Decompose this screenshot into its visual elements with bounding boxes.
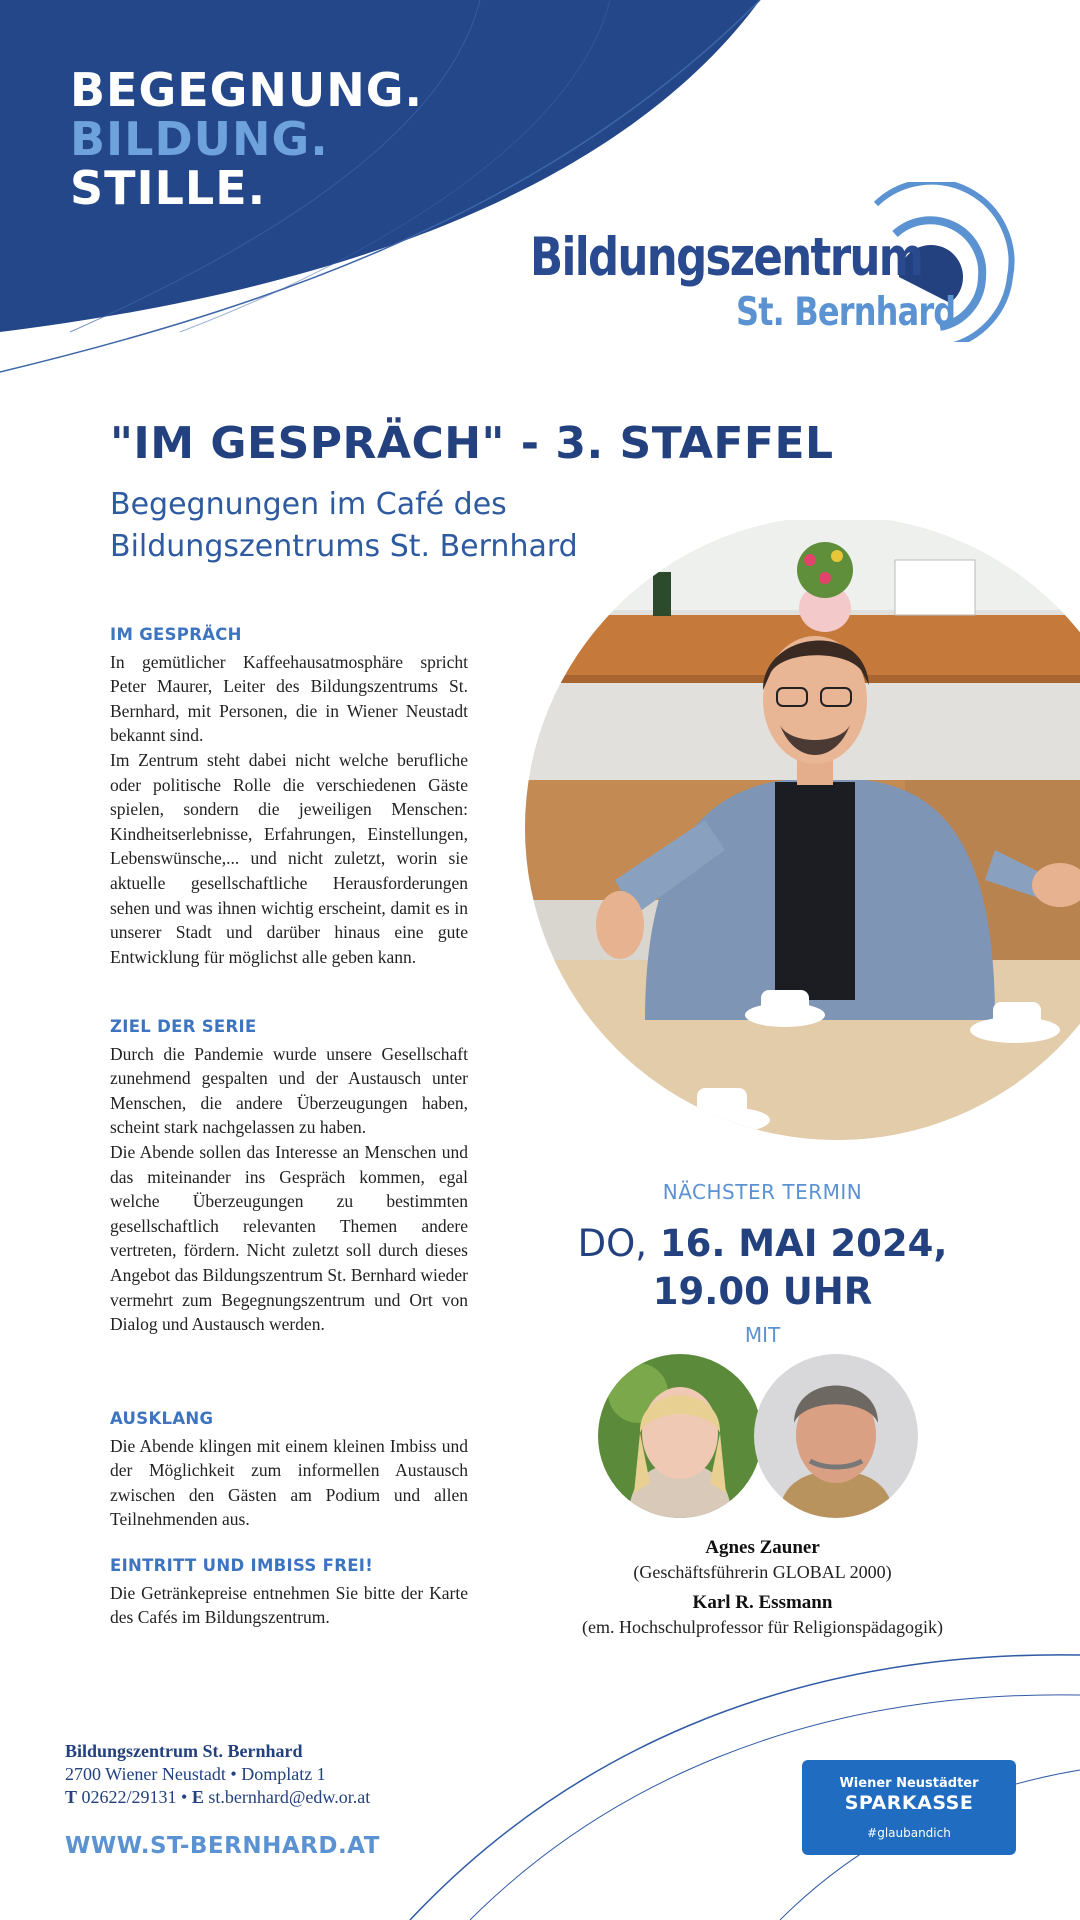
logo-text-sub: St. Bernhard xyxy=(736,290,956,335)
tagline xyxy=(70,63,424,215)
phone-label: T xyxy=(65,1787,78,1807)
event-date xyxy=(560,1220,965,1316)
guest-role: (em. Hochschulprofessor für Religionspädagogik) xyxy=(582,1617,943,1637)
subtitle-line-2: Bildungszentrums St. Bernhard xyxy=(110,529,578,564)
guest-photo-agnes xyxy=(598,1353,768,1520)
event-date-value: 16. MAI 2024, xyxy=(659,1222,948,1265)
phone-number[interactable]: 02622/29131 xyxy=(81,1787,177,1807)
with-label: MIT xyxy=(744,1323,781,1347)
section-im-gespraech xyxy=(110,623,468,969)
tagline-line-1: BEGEGNUNG. xyxy=(70,63,424,117)
next-date-label: NÄCHSTER TERMIN xyxy=(662,1180,863,1204)
contact-block xyxy=(65,1740,370,1809)
section-paragraph: Die Abende sollen das Interesse an Menschen und das miteinander ins Gespräch kommen, egal welche Überzeugungen zu bestimmten gesellschaftlich relevanten Themen andere vertreten, fördern. Nicht zuletzt soll durch dieses Angebot das Bildungszentrum St. Bernhard wieder vermehrt zum Begegnungszentrum und Ort von Dialog und Austausch werden. xyxy=(110,1141,468,1335)
section-paragraph: In gemütlicher Kaffeehausatmosphäre spricht Peter Maurer, Leiter des Bildungszentrums St. Bernhard, mit Personen, die in Wiener Neustadt bekannt sind. xyxy=(110,651,468,746)
section-title: ZIEL DER SERIE xyxy=(110,1017,257,1036)
sponsor-line-1: Wiener Neustädter xyxy=(839,1776,979,1791)
subtitle-line-1: Begegnungen im Café des xyxy=(110,487,507,522)
contact-org: Bildungszentrum St. Bernhard xyxy=(65,1741,303,1761)
email-label: E xyxy=(191,1787,204,1807)
contact-line: T 02622/29131 • E st.bernhard@edw.or.at xyxy=(65,1787,371,1807)
sponsor-logo[interactable] xyxy=(802,1760,1016,1855)
section-title: IM GESPRÄCH xyxy=(110,625,242,644)
sponsor-hashtag: #glaubandich xyxy=(867,1826,951,1840)
event-time: 19.00 UHR xyxy=(652,1270,873,1313)
section-title: EINTRITT UND IMBISS FREI! xyxy=(110,1556,374,1575)
section-paragraph: Durch die Pandemie wurde unsere Gesellschaft zunehmend gespalten und der Austausch unter Menschen, die andere Überzeugungen haben, scheint stark nachgelassen zu haben. xyxy=(110,1043,468,1138)
section-paragraph: Die Abende klingen mit einem kleinen Imbiss und der Möglichkeit zum informellen Austausch zwischen den Gästen am Podium und allen Teilnehmenden aus. xyxy=(110,1435,468,1530)
guest-name: Karl R. Essmann xyxy=(692,1592,833,1613)
section-eintritt xyxy=(110,1554,468,1630)
email-address[interactable]: st.bernhard@edw.or.at xyxy=(208,1787,371,1807)
page-subtitle xyxy=(110,484,578,568)
section-ausklang xyxy=(110,1407,468,1532)
website-link[interactable]: WWW.ST-BERNHARD.AT xyxy=(65,1833,380,1859)
page-title: "IM GESPRÄCH" - 3. STAFFEL xyxy=(110,418,834,469)
host-photo xyxy=(525,520,1080,1140)
guest-photo-karl xyxy=(748,1353,920,1520)
section-paragraph: Im Zentrum steht dabei nicht welche berufliche oder politische Rolle die verschiedenen Gäste spielen, sondern die jeweiligen Menschen: Kindheitserlebnisse, Erfahrungen, Einstellungen, Lebenswünsche,... und nicht zuletzt, worin sie aktuelle gesellschaftliche Herausforderungen sehen und was ihnen wichtig erscheint, damit es in unserer Stadt und darüber hinaus eine gute Entwicklung für möglichst alle geben kann. xyxy=(110,749,468,967)
section-title: AUSKLANG xyxy=(110,1409,214,1428)
logo-text-main: Bildungszentrum xyxy=(530,227,923,288)
guest-photos xyxy=(598,1353,920,1520)
section-ziel-der-serie xyxy=(110,1015,468,1337)
guest-role: (Geschäftsführerin GLOBAL 2000) xyxy=(633,1562,892,1582)
contact-address: 2700 Wiener Neustadt • Domplatz 1 xyxy=(65,1764,326,1784)
tagline-line-3: STILLE. xyxy=(70,161,267,215)
logo xyxy=(530,182,1020,342)
guest-name: Agnes Zauner xyxy=(705,1537,820,1558)
section-paragraph: Die Getränkepreise entnehmen Sie bitte der Karte des Cafés im Bildungszentrum. xyxy=(110,1582,468,1628)
sponsor-line-2: SPARKASSE xyxy=(844,1792,974,1814)
tagline-line-2: BILDUNG. xyxy=(70,112,329,166)
event-day: DO, xyxy=(577,1222,647,1265)
